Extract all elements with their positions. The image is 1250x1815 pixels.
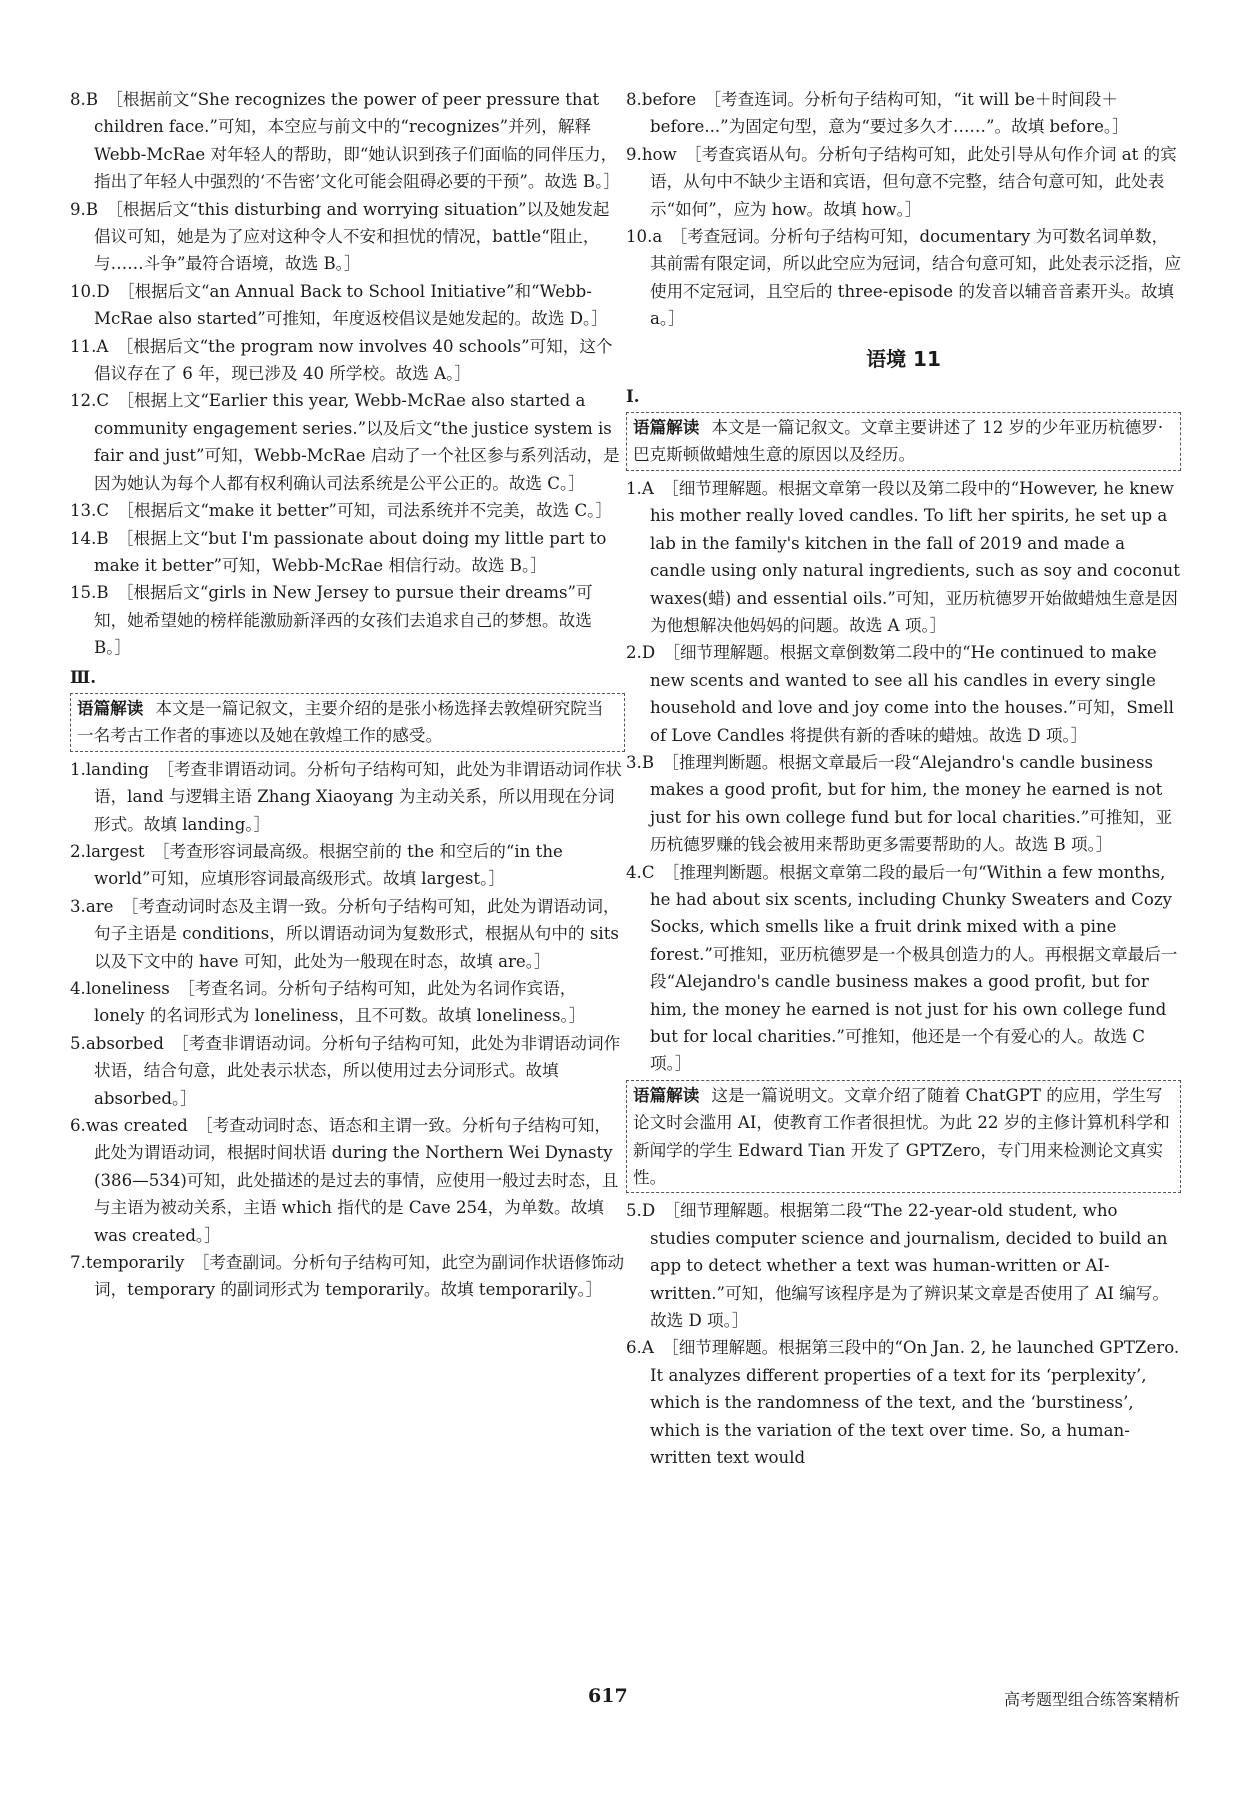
section-label: Ⅰ.	[626, 385, 640, 406]
answer-item	[70, 387, 625, 497]
answer-entry	[70, 1030, 625, 1112]
answer-number: 7.temporarily	[70, 1253, 185, 1273]
answer-entry	[70, 525, 625, 580]
answer-entry	[70, 579, 625, 661]
answer-number: 9.B	[70, 199, 99, 219]
answer-explanation: ［根据后文“this disturbing and worrying situation”以及她发起倡议可知，她是为了应对这种令人不安和担忧的情况，battle“阻止，与……斗争”最符合语境，故选 B。］	[94, 199, 610, 274]
section-label: Ⅲ.	[70, 666, 96, 687]
passage-analysis-tag: 语篇解读	[633, 1084, 700, 1105]
answer-entry	[70, 1112, 625, 1249]
answer-entry	[70, 196, 625, 278]
answer-item	[70, 579, 625, 661]
answer-item	[70, 975, 625, 1030]
answer-number: 14.B	[70, 528, 109, 548]
answer-item	[626, 639, 1181, 749]
answer-number: 1.A	[626, 478, 654, 498]
answer-number: 6.was created	[70, 1116, 188, 1136]
answer-number: 10.a	[626, 227, 663, 247]
answer-entry	[626, 223, 1181, 333]
answer-number: 2.D	[626, 643, 656, 663]
answer-entry	[70, 497, 625, 524]
passage-analysis-box	[626, 412, 1181, 471]
answer-list	[70, 756, 625, 1304]
answer-item	[626, 475, 1181, 639]
answer-item	[626, 1197, 1181, 1334]
passage-analysis-box	[626, 1080, 1181, 1194]
answer-number: 2.largest	[70, 841, 145, 861]
answer-number: 5.absorbed	[70, 1033, 164, 1053]
answer-explanation: ［考查冠词。分析句子结构可知，documentary 为可数名词单数，其前需有限定词，所以此空应为冠词，结合句意可知，此处表示泛指，应使用不定冠词，且空后的 three-episode 的发音以辅音音素开头。故填 a。］	[650, 227, 1181, 329]
answer-number: 11.A	[70, 336, 109, 356]
answer-list	[70, 86, 625, 662]
answer-entry	[70, 278, 625, 333]
answer-explanation: ［考查动词时态、语态和主谓一致。分析句子结构可知，此处为谓语动词，根据时间状语 during the Northern Wei Dynasty (386—534)可知，此处描述的是过去的事情，应使用一般过去时态，且与主语为被动关系，主语 which 指代的是 Cave 254，为单数。故填 was created。］	[94, 1116, 619, 1245]
answer-entry	[70, 387, 625, 497]
answer-number: 15.B	[70, 583, 109, 603]
answer-number: 13.C	[70, 501, 110, 521]
answer-explanation: ［根据后文“girls in New Jersey to pursue their dreams”可知，她希望她的榜样能激励新泽西的女孩们去追求自己的梦想。故选 B。］	[94, 583, 593, 658]
answer-entry	[70, 975, 625, 1030]
answer-explanation: ［根据前文“She recognizes the power of peer pressure that children face.”可知，本空应与前文中的“recognizes”并列，解释 Webb-McRae 对年轻人的帮助，即“她认识到孩子们面临的同伴压力，指出了年轻人中强烈的‘不告密’文化可能会阻碍必要的干预”。故选 B。］	[94, 90, 621, 192]
answer-item	[626, 141, 1181, 223]
answer-explanation: ［考查名词。分析句子结构可知，此处为名词作宾语，lonely 的名词形式为 loneliness，且不可数。故填 loneliness。］	[94, 979, 586, 1026]
answer-explanation: ［根据后文“an Annual Back to School Initiative”和“Webb-McRae also started”可推知，年度返校倡议是她发起的。故选 D。］	[94, 281, 608, 329]
book-title: 高考题型组合练答案精析	[1003, 1690, 1180, 1709]
answer-item	[70, 756, 625, 838]
left-column	[70, 86, 625, 1304]
answer-item	[70, 333, 625, 388]
section-heading: 语境 11	[866, 346, 941, 371]
answer-explanation: ［考查动词时态及主谓一致。分析句子结构可知，此处为谓语动词，句子主语是 conditions，所以谓语动词为复数形式，根据从句中的 sits 以及下文中的 have 可知，此处为一般现在时态，故填 are。］	[94, 896, 620, 971]
answer-explanation: ［考查宾语从句。分析句子结构可知，此处引导从句作介词 at 的宾语，从句中不缺少主语和宾语，但句意不完整，结合句意可知，此处表示“如何”，应为 how。故填 how。］	[650, 144, 1177, 219]
answer-item	[626, 859, 1181, 1078]
answer-number: 12.C	[70, 391, 110, 411]
answer-number: 8.B	[70, 90, 99, 109]
answer-number: 3.are	[70, 896, 114, 916]
answer-explanation: ［细节理解题。根据第三段中的“On Jan. 2, he launched GPTZero. It analyzes different properties of a text for its ‘perplexity’, which is the randomness of the text, and the ‘burstiness’, which is the variation of the text over time. So, a human-written text would	[650, 1338, 1180, 1468]
answer-number: 5.D	[626, 1201, 656, 1221]
right-column	[626, 86, 1181, 1472]
answer-list	[626, 1197, 1181, 1471]
answer-number: 9.how	[626, 144, 677, 164]
answer-entry	[626, 859, 1181, 1078]
answer-entry	[70, 756, 625, 838]
answer-item	[70, 1112, 625, 1249]
answer-entry	[626, 141, 1181, 223]
answer-item	[70, 278, 625, 333]
answer-explanation: ［细节理解题。根据文章第一段以及第二段中的“However, he knew his mother really loved candles. To lift her spirits, he set up a lab in the family's kitchen in the fall of 2019 and made a candle using only natural ingredients, such as soy and coconut waxes(蜡) and essential oils.”可知，亚历杭德罗开始做蜡烛生意是因为他想解决他妈妈的问题。故选 A 项。］	[650, 478, 1180, 635]
answer-entry	[70, 893, 625, 975]
answer-explanation: ［根据上文“Earlier this year, Webb-McRae also started a community engagement series.”以及后文“the justice system is fair and just”可知，Webb-McRae 启动了一个社区参与系列活动，是因为她认为每个人都有权利确认司法系统是公平公正的。故选 C。］	[94, 391, 620, 493]
answer-number: 8.before	[626, 90, 697, 109]
passage-analysis-box	[70, 693, 625, 752]
answer-item	[626, 223, 1181, 333]
answer-explanation: ［细节理解题。根据文章倒数第二段中的“He continued to make new scents and wanted to see all his candles in every single household and love and joy come into the houses.”可知，Smell of Love Candles 将提供有新的香味的蜡烛。故选 D 项。］	[650, 643, 1174, 745]
answer-explanation: ［考查副词。分析句子结构可知，此空为副词作状语修饰动词，temporary 的副词形式为 temporarily。故填 temporarily。］	[94, 1253, 625, 1300]
answer-item	[626, 86, 1181, 141]
answer-entry	[626, 1334, 1181, 1471]
passage-analysis-text: 本文是一篇记叙文，主要介绍的是张小杨选择去敦煌研究院当一名考古工作者的事迹以及她在敦煌工作的感受。	[77, 698, 604, 746]
answer-number: 1.landing	[70, 759, 149, 779]
answer-entry	[70, 86, 625, 196]
answer-entry	[626, 639, 1181, 749]
answer-item	[70, 86, 625, 196]
answer-explanation: ［考查形容词最高级。根据空前的 the 和空后的“in the world”可知，应填形容词最高级形式。故填 largest。］	[94, 841, 563, 889]
answer-entry	[626, 749, 1181, 859]
answer-item	[70, 196, 625, 278]
answer-item	[70, 893, 625, 975]
answer-explanation: ［考查非谓语动词。分析句子结构可知，此处为非谓语动词作状语，结合句意，此处表示状态，所以使用过去分词形式。故填 absorbed。］	[94, 1033, 621, 1108]
answer-item	[70, 1030, 625, 1112]
answer-list	[626, 86, 1181, 333]
answer-item	[70, 525, 625, 580]
answer-explanation: ［考查非谓语动词。分析句子结构可知，此处为非谓语动词作状语，land 与逻辑主语 Zhang Xiaoyang 为主动关系，所以用现在分词形式。故填 landing。］	[94, 759, 622, 834]
answer-entry	[70, 333, 625, 388]
answer-item	[626, 749, 1181, 859]
answer-explanation: ［推理判断题。根据文章最后一段“Alejandro's candle business makes a good profit, but for him, the money he earned is not just for his own college fund but for local charities.”可推知，亚历杭德罗赚的钱会被用来帮助更多需要帮助的人。故选 B 项。］	[650, 752, 1173, 855]
answer-entry	[70, 1249, 625, 1304]
answer-number: 4.C	[626, 862, 655, 882]
answer-explanation: ［根据上文“but I'm passionate about doing my little part to make it better”可知，Webb-McRae 相信行动。故选 B。］	[94, 528, 607, 575]
answer-entry	[70, 838, 625, 893]
answer-entry	[626, 1197, 1181, 1334]
answer-item	[70, 838, 625, 893]
passage-analysis-text: 本文是一篇记叙文。文章主要讲述了 12 岁的少年亚历杭德罗·巴克斯顿做蜡烛生意的原因以及经历。	[633, 418, 1164, 465]
answer-entry	[626, 86, 1181, 141]
answer-explanation: ［考查连词。分析句子结构可知，“it will be＋时间段＋before...”为固定句型，意为“要过多久才……”。故填 before。］	[650, 90, 1129, 137]
answer-entry	[626, 475, 1181, 639]
answer-explanation: ［根据后文“make it better”可知，司法系统并不完美，故选 C。］	[117, 501, 613, 521]
answer-explanation: ［细节理解题。根据第二段“The 22-year-old student, who studies computer science and journalism, decided to build an app to detect whether a text was human-written or AI-written.”可知，他编写该程序是为了辨识某文章是否使用了 AI 编写。故选 D 项。］	[650, 1201, 1169, 1331]
answer-number: 10.D	[70, 281, 110, 301]
answer-explanation: ［根据后文“the program now involves 40 schools”可知，这个倡议存在了 6 年，现已涉及 40 所学校。故选 A。］	[94, 336, 613, 384]
passage-analysis-tag: 语篇解读	[633, 417, 700, 438]
answer-item	[626, 1334, 1181, 1471]
answer-explanation: ［推理判断题。根据文章第二段的最后一句“Within a few months, he had about six scents, including Chunky Sweaters and Cozy Socks, which smells like a fruit drink mixed with a pine forest.”可推知，亚历杭德罗是一个极具创造力的人。再根据文章最后一段“Alejandro's candle business makes a good profit, but for him, the money he earned is not just for his own college fund but for local charities.”可推知，他还是一个有爱心的人。故选 C 项。］	[650, 862, 1178, 1074]
answer-number: 4.loneliness	[70, 979, 170, 998]
answer-list	[626, 475, 1181, 1078]
passage-analysis-text: 这是一篇说明文。文章介绍了随着 ChatGPT 的应用，学生写论文时会滥用 AI，使教育工作者很担忧。为此 22 岁的主修计算机科学和新闻学的学生 Edward Tian 开发了 GPTZero，专门用来检测论文真实性。	[633, 1085, 1170, 1188]
answer-number: 3.B	[626, 752, 655, 772]
passage-analysis-tag: 语篇解读	[77, 697, 144, 718]
page-number: 617	[588, 1685, 628, 1707]
answer-item	[70, 1249, 625, 1304]
answer-item	[70, 497, 625, 524]
answer-number: 6.A	[626, 1338, 654, 1358]
